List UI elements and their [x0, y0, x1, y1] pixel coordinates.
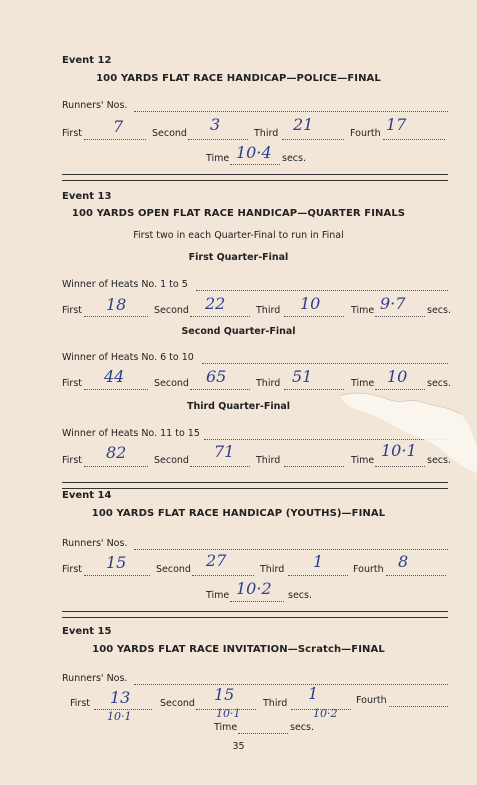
event-15-heading: Event 15	[62, 626, 112, 637]
event-14-first-line	[84, 575, 150, 576]
event-12-third-label: Third	[254, 128, 279, 139]
event-12-time-value: 10·4	[236, 143, 272, 162]
event-12-fourth-line	[383, 139, 445, 140]
event-12-secs-label: secs.	[282, 153, 306, 164]
q1-first-value: 18	[106, 295, 127, 314]
event-13-note: First two in each Quarter-Final to run in Final	[133, 230, 344, 241]
event-14-fourth-line	[386, 575, 446, 576]
q1-time-value: 9·7	[380, 294, 406, 313]
event-15-secs-label: secs.	[290, 722, 314, 733]
q3-first-label: First	[62, 455, 82, 466]
q1-second-label: Second	[154, 305, 189, 316]
event-14-first-label: First	[62, 564, 82, 575]
q1-first-label: First	[62, 305, 82, 316]
q3-winners-label: Winner of Heats No. 11 to 15	[62, 428, 200, 439]
event-15-time-line	[238, 733, 288, 734]
q1-first-line	[84, 316, 148, 317]
event-12-second-line	[188, 139, 248, 140]
event-15-second-value: 15	[214, 685, 235, 704]
q2-winners-label: Winner of Heats No. 6 to 10	[62, 352, 194, 363]
event-14-third-label: Third	[260, 564, 285, 575]
event-15-second-time: 10·1	[216, 707, 241, 720]
page-number: 35	[232, 741, 245, 752]
event-15-fourth-label: Fourth	[356, 695, 387, 706]
q2-second-line	[190, 389, 250, 390]
q1-title: First Quarter-Final	[188, 252, 289, 263]
q2-title: Second Quarter-Final	[181, 326, 296, 337]
q2-second-value: 65	[206, 367, 227, 386]
event-15-third-time: 10·2	[313, 707, 338, 720]
event-15-third-label: Third	[263, 698, 288, 709]
event-13-title: 100 YARDS OPEN FLAT RACE HANDICAP—QUARTER FINALS	[71, 208, 406, 219]
event-12-runners-label: Runners' Nos.	[62, 100, 128, 111]
event-14-secs-label: secs.	[288, 590, 312, 601]
event-14-third-value: 1	[313, 552, 324, 571]
q3-second-value: 71	[214, 442, 235, 461]
event-12-time-line	[230, 164, 280, 165]
q2-winners-line	[202, 363, 448, 364]
q2-third-value: 51	[292, 367, 313, 386]
event-12-fourth-label: Fourth	[350, 128, 381, 139]
event-12-first-line	[84, 139, 146, 140]
event-15-first-time: 10·1	[107, 710, 132, 723]
event-13-heading: Event 13	[62, 191, 112, 202]
event-14-runners-line	[134, 549, 448, 550]
q1-second-value: 22	[205, 294, 226, 313]
event-12-fourth-value: 17	[386, 115, 407, 134]
event-14-time-value: 10·2	[236, 579, 272, 598]
q3-time-value: 10·1	[381, 441, 417, 460]
q3-third-label: Third	[256, 455, 281, 466]
event-15-time-label: Time	[214, 722, 238, 733]
event-12-second-label: Second	[152, 128, 187, 139]
event-12-third-line	[282, 139, 344, 140]
q2-time-value: 10	[387, 367, 408, 386]
event-14-fourth-label: Fourth	[353, 564, 384, 575]
event-15-fourth-line	[389, 706, 448, 707]
event-15-first-value: 13	[110, 688, 131, 707]
event-15-runners-label: Runners' Nos.	[62, 673, 128, 684]
q1-third-line	[284, 316, 344, 317]
event-12-title: 100 YARDS FLAT RACE HANDICAP—POLICE—FINAL	[96, 73, 381, 84]
event-14-second-value: 27	[206, 551, 227, 570]
event-15-third-value: 1	[308, 684, 319, 703]
q1-time-label: Time	[351, 305, 375, 316]
event-12-first-value: 7	[113, 117, 124, 136]
section-divider	[62, 174, 448, 181]
q3-first-line	[84, 466, 148, 467]
q2-first-line	[84, 389, 148, 390]
q3-secs-label: secs.	[427, 455, 451, 466]
event-14-heading: Event 14	[62, 490, 112, 501]
q3-first-value: 82	[106, 443, 127, 462]
event-14-third-line	[288, 575, 348, 576]
q3-second-label: Second	[154, 455, 189, 466]
event-15-title: 100 YARDS FLAT RACE INVITATION—Scratch—FINAL	[92, 644, 385, 655]
q1-time-line	[375, 316, 425, 317]
q2-secs-label: secs.	[427, 378, 451, 389]
q1-second-line	[190, 316, 250, 317]
event-14-time-line	[230, 601, 284, 602]
q2-first-value: 44	[104, 367, 125, 386]
event-14-second-label: Second	[156, 564, 191, 575]
q1-third-label: Third	[256, 305, 281, 316]
q2-second-label: Second	[154, 378, 189, 389]
event-12-second-value: 3	[210, 115, 221, 134]
section-divider	[62, 482, 448, 489]
event-14-time-label: Time	[206, 590, 230, 601]
event-14-runners-label: Runners' Nos.	[62, 538, 128, 549]
event-14-title: 100 YARDS FLAT RACE HANDICAP (YOUTHS)—FINAL	[91, 508, 386, 519]
event-12-third-value: 21	[293, 115, 314, 134]
event-12-heading: Event 12	[62, 55, 112, 66]
event-14-second-line	[192, 575, 254, 576]
q3-title: Third Quarter-Final	[186, 401, 290, 412]
section-divider	[62, 611, 448, 618]
torn-paper-mark	[330, 388, 477, 473]
event-12-runners-line	[134, 111, 448, 112]
q3-time-label: Time	[351, 455, 375, 466]
q3-second-line	[190, 466, 250, 467]
q2-time-label: Time	[351, 378, 375, 389]
q1-secs-label: secs.	[427, 305, 451, 316]
q2-third-label: Third	[256, 378, 281, 389]
event-14-fourth-value: 8	[398, 552, 409, 571]
q1-third-value: 10	[300, 294, 321, 313]
event-15-runners-line	[134, 684, 448, 685]
event-14-first-value: 15	[106, 553, 127, 572]
q2-first-label: First	[62, 378, 82, 389]
event-15-first-label: First	[70, 698, 90, 709]
q1-winners-line	[196, 290, 448, 291]
event-12-time-label: Time	[206, 153, 230, 164]
event-15-second-label: Second	[160, 698, 195, 709]
event-12-first-label: First	[62, 128, 82, 139]
q1-winners-label: Winner of Heats No. 1 to 5	[62, 279, 188, 290]
